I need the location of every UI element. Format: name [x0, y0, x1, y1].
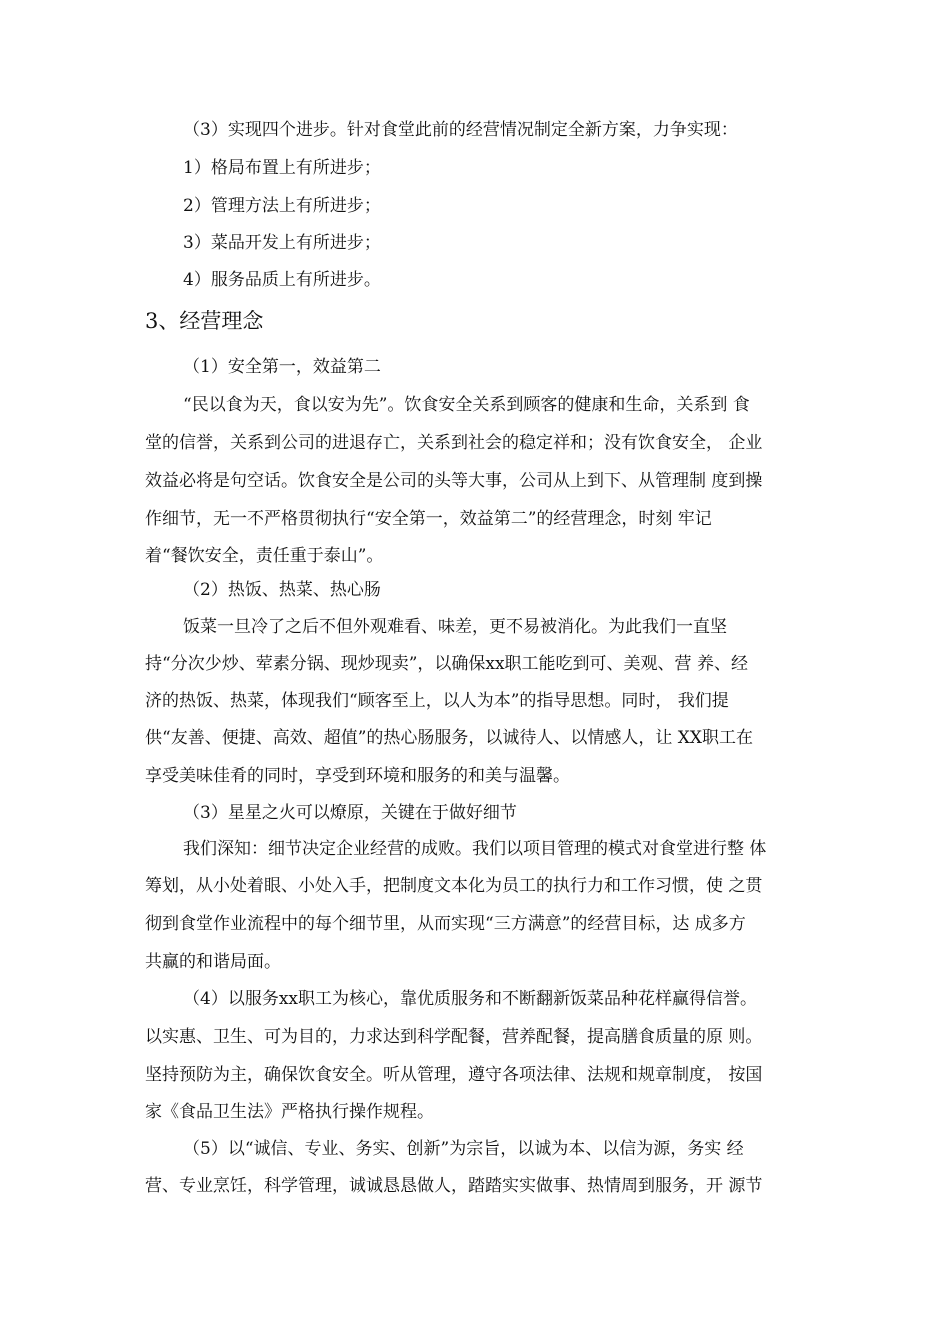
section-heading: 3、经营理念: [145, 309, 264, 333]
p1-title: （1）安全第一，效益第二: [183, 357, 381, 377]
p4-line: 坚持预防为主，确保饮食安全。听从管理，遵守各项法律、法规和规章制度， 按国: [145, 1065, 763, 1085]
p4-line: 家《食品卫生法》严格执行操作规程。: [145, 1102, 434, 1122]
p3-line: 彻到食堂作业流程中的每个细节里，从而实现“三方满意”的经营目标，达 成多方: [145, 914, 746, 934]
p4-line: 以实惠、卫生、可为目的，力求达到科学配餐，营养配餐，提高膳食质量的原 则。: [145, 1027, 763, 1047]
p1-line: “民以食为天，食以安为先”。饮食安全关系到顾客的健康和生命，关系到 食: [183, 395, 750, 415]
item3-sub-1: 1）格局布置上有所进步；: [183, 158, 381, 178]
p3-line: 筹划，从小处着眼、小处入手，把制度文本化为员工的执行力和工作习惯，使 之贯: [145, 876, 763, 896]
p2-line: 饭菜一旦冷了之后不但外观难看、味差，更不易被消化。为此我们一直坚: [183, 617, 727, 637]
p5-line: 营、专业烹饪，科学管理，诚诚恳恳做人，踏踏实实做事、热情周到服务，开 源节: [145, 1176, 763, 1196]
p4-line: （4）以服务xx职工为核心，靠优质服务和不断翻新饭菜品种花样赢得信誉。: [183, 989, 757, 1009]
p3-line: 我们深知：细节决定企业经营的成败。我们以项目管理的模式对食堂进行整 体: [183, 839, 767, 859]
p2-title: （2）热饭、热菜、热心肠: [183, 580, 381, 600]
item3-sub-4: 4）服务品质上有所进步。: [183, 270, 381, 290]
p1-line: 效益必将是句空话。饮食安全是公司的头等大事，公司从上到下、从管理制 度到操: [145, 471, 763, 491]
item3-intro: （3）实现四个进步。针对食堂此前的经营情况制定全新方案，力争实现：: [183, 120, 738, 140]
p2-line: 供“友善、便捷、高效、超值”的热心肠服务，以诚待人、以情感人，让 XX职工在: [145, 728, 753, 748]
p2-line: 享受美味佳肴的同时，享受到环境和服务的和美与温馨。: [145, 766, 570, 786]
p2-line: 持“分次少炒、荤素分锅、现炒现卖”，以确保xx职工能吃到可、美观、营 养、经: [145, 654, 748, 674]
p5-line: （5）以“诚信、专业、务实、创新”为宗旨，以诚为本、以信为源，务实 经: [183, 1139, 744, 1159]
p1-line: 堂的信誉，关系到公司的进退存亡，关系到社会的稳定祥和；没有饮食安全， 企业: [145, 433, 763, 453]
p1-line: 作细节，无一不严格贯彻执行“安全第一，效益第二”的经营理念，时刻 牢记: [145, 509, 712, 529]
p1-line: 着“餐饮安全，责任重于泰山”。: [145, 546, 384, 566]
item3-sub-3: 3）菜品开发上有所进步；: [183, 233, 381, 253]
p2-line: 济的热饭、热菜，体现我们“顾客至上，以人为本”的指导思想。同时， 我们提: [145, 691, 729, 711]
item3-sub-2: 2）管理方法上有所进步；: [183, 196, 381, 216]
p3-title: （3）星星之火可以燎原，关键在于做好细节: [183, 803, 517, 823]
p3-line: 共赢的和谐局面。: [145, 952, 281, 972]
